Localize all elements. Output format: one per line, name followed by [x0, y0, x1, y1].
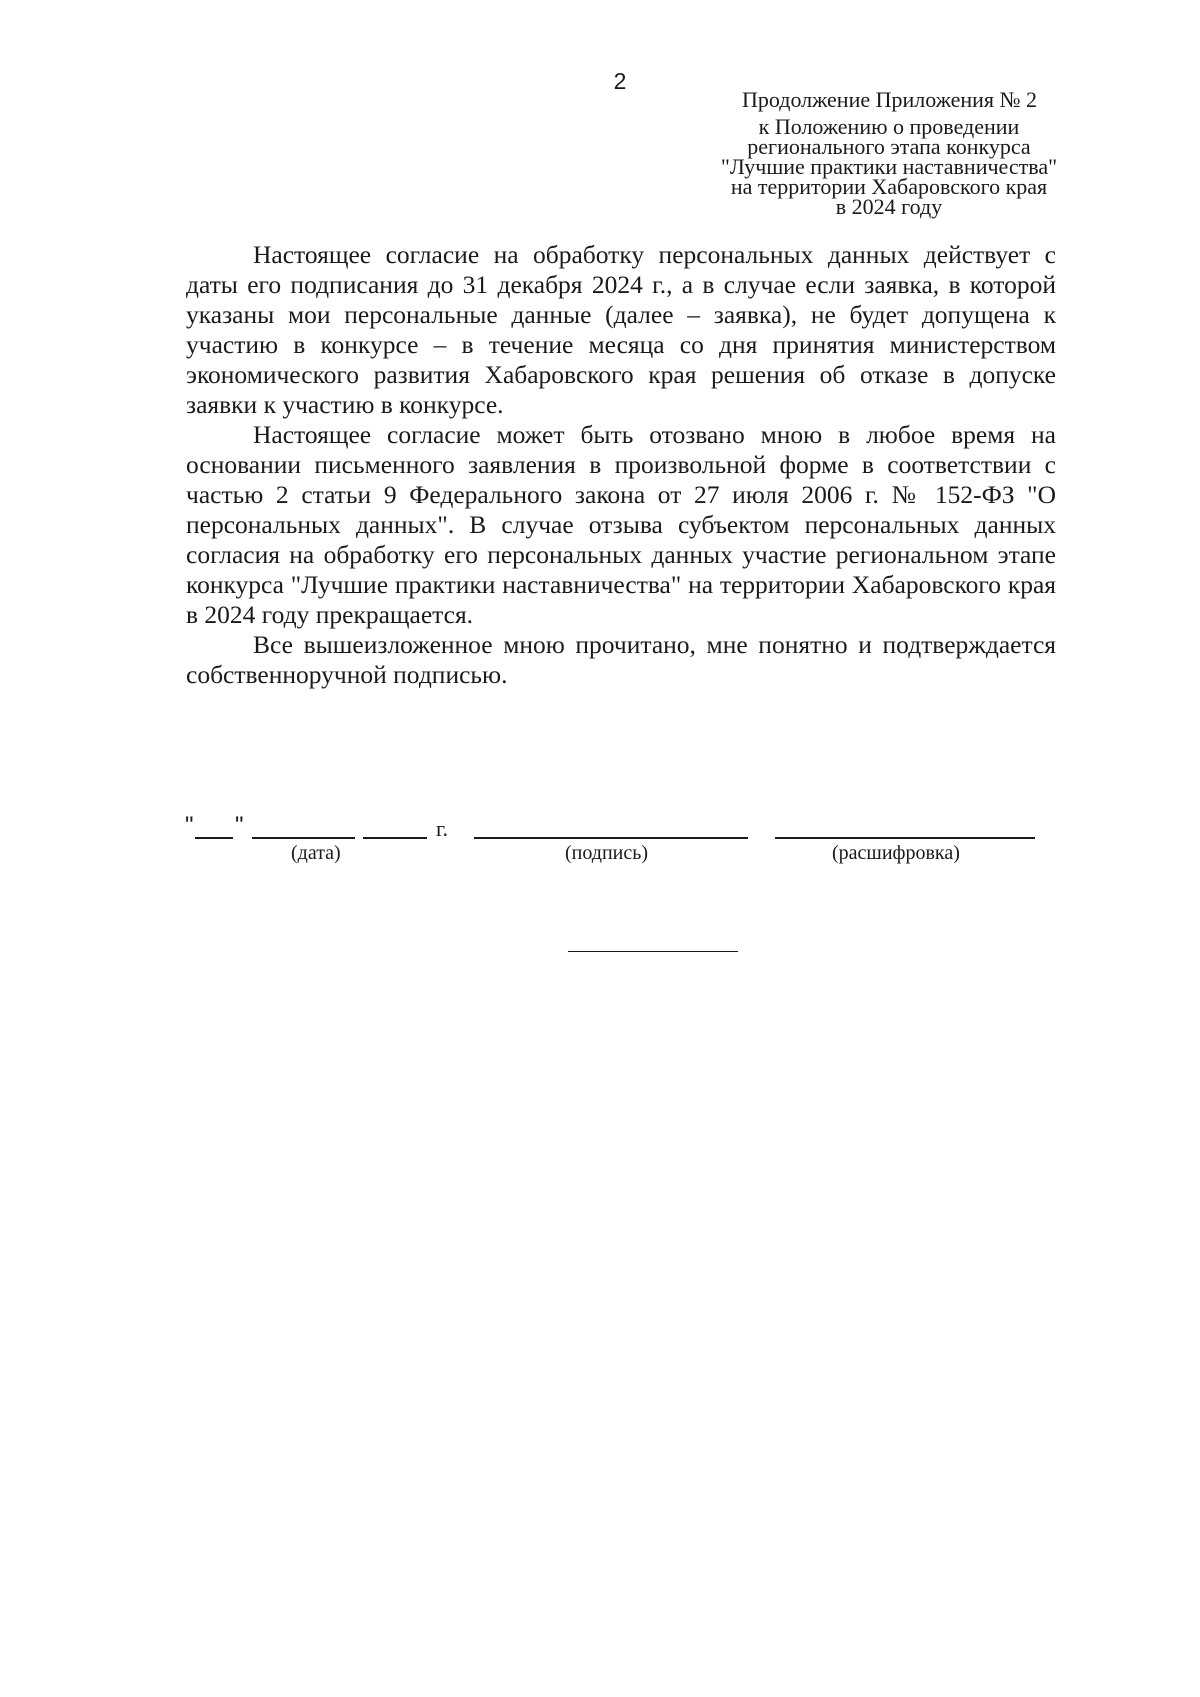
appendix-title: Продолжение Приложения № 2: [742, 87, 1038, 112]
day-blank-line: [195, 837, 233, 839]
appendix-reference-line: регионального этапа конкурса: [747, 134, 1031, 159]
paragraph-validity: Настоящее согласие на обработку персональных данных действует с даты его подписания до 31 декабря 2024 г., а в случае если заявка, в которой указаны мои персональные данные (далее – заявка), не будет допущена к участию в конкурсе – в течение месяца со дня принятия министерством экономического развития Хабаровского края решения об отказе в допуске заявки к участию в конкурсе.: [186, 240, 1056, 419]
signature-blank-line: [474, 837, 748, 839]
consent-body: [186, 240, 1056, 690]
date-caption: (дата): [291, 842, 341, 864]
appendix-reference: [720, 114, 1058, 219]
decoding-caption: (расшифровка): [832, 842, 960, 864]
signature-caption: (подпись): [565, 842, 649, 864]
paragraph-confirmation: Все вышеизложенное мною прочитано, мне понятно и подтверждается собственноручной подписью.: [186, 630, 1056, 689]
month-blank-line: [252, 837, 355, 839]
appendix-reference-line: в 2024 году: [835, 194, 943, 219]
date-quote-close: ": [235, 812, 244, 839]
date-quote-open: ": [185, 812, 194, 839]
paragraph-revocation: Настоящее согласие может быть отозвано мною в любое время на основании письменного заявления в произвольной форме в соответствии с частью 2 статьи 9 Федерального закона от 27 июля 2006 г. № 152-ФЗ "О персональных данных". В случае отзыва субъектом персональных данных согласия на обработку его персональных данных участие региональном этапе конкурса "Лучшие практики наставничества" на территории Хабаровского края в 2024 году прекращается.: [186, 420, 1056, 629]
page-number: 2: [613, 68, 627, 94]
appendix-reference-line: на территории Хабаровского края: [730, 174, 1048, 199]
year-blank-line: [363, 837, 427, 839]
appendix-reference-line: "Лучшие практики наставничества": [720, 154, 1058, 179]
decoding-blank-line: [775, 837, 1035, 839]
end-of-document-rule: [568, 951, 738, 952]
signature-block: [0, 812, 1200, 872]
year-suffix: г.: [436, 816, 449, 841]
appendix-reference-line: к Положению о проведении: [758, 114, 1020, 139]
